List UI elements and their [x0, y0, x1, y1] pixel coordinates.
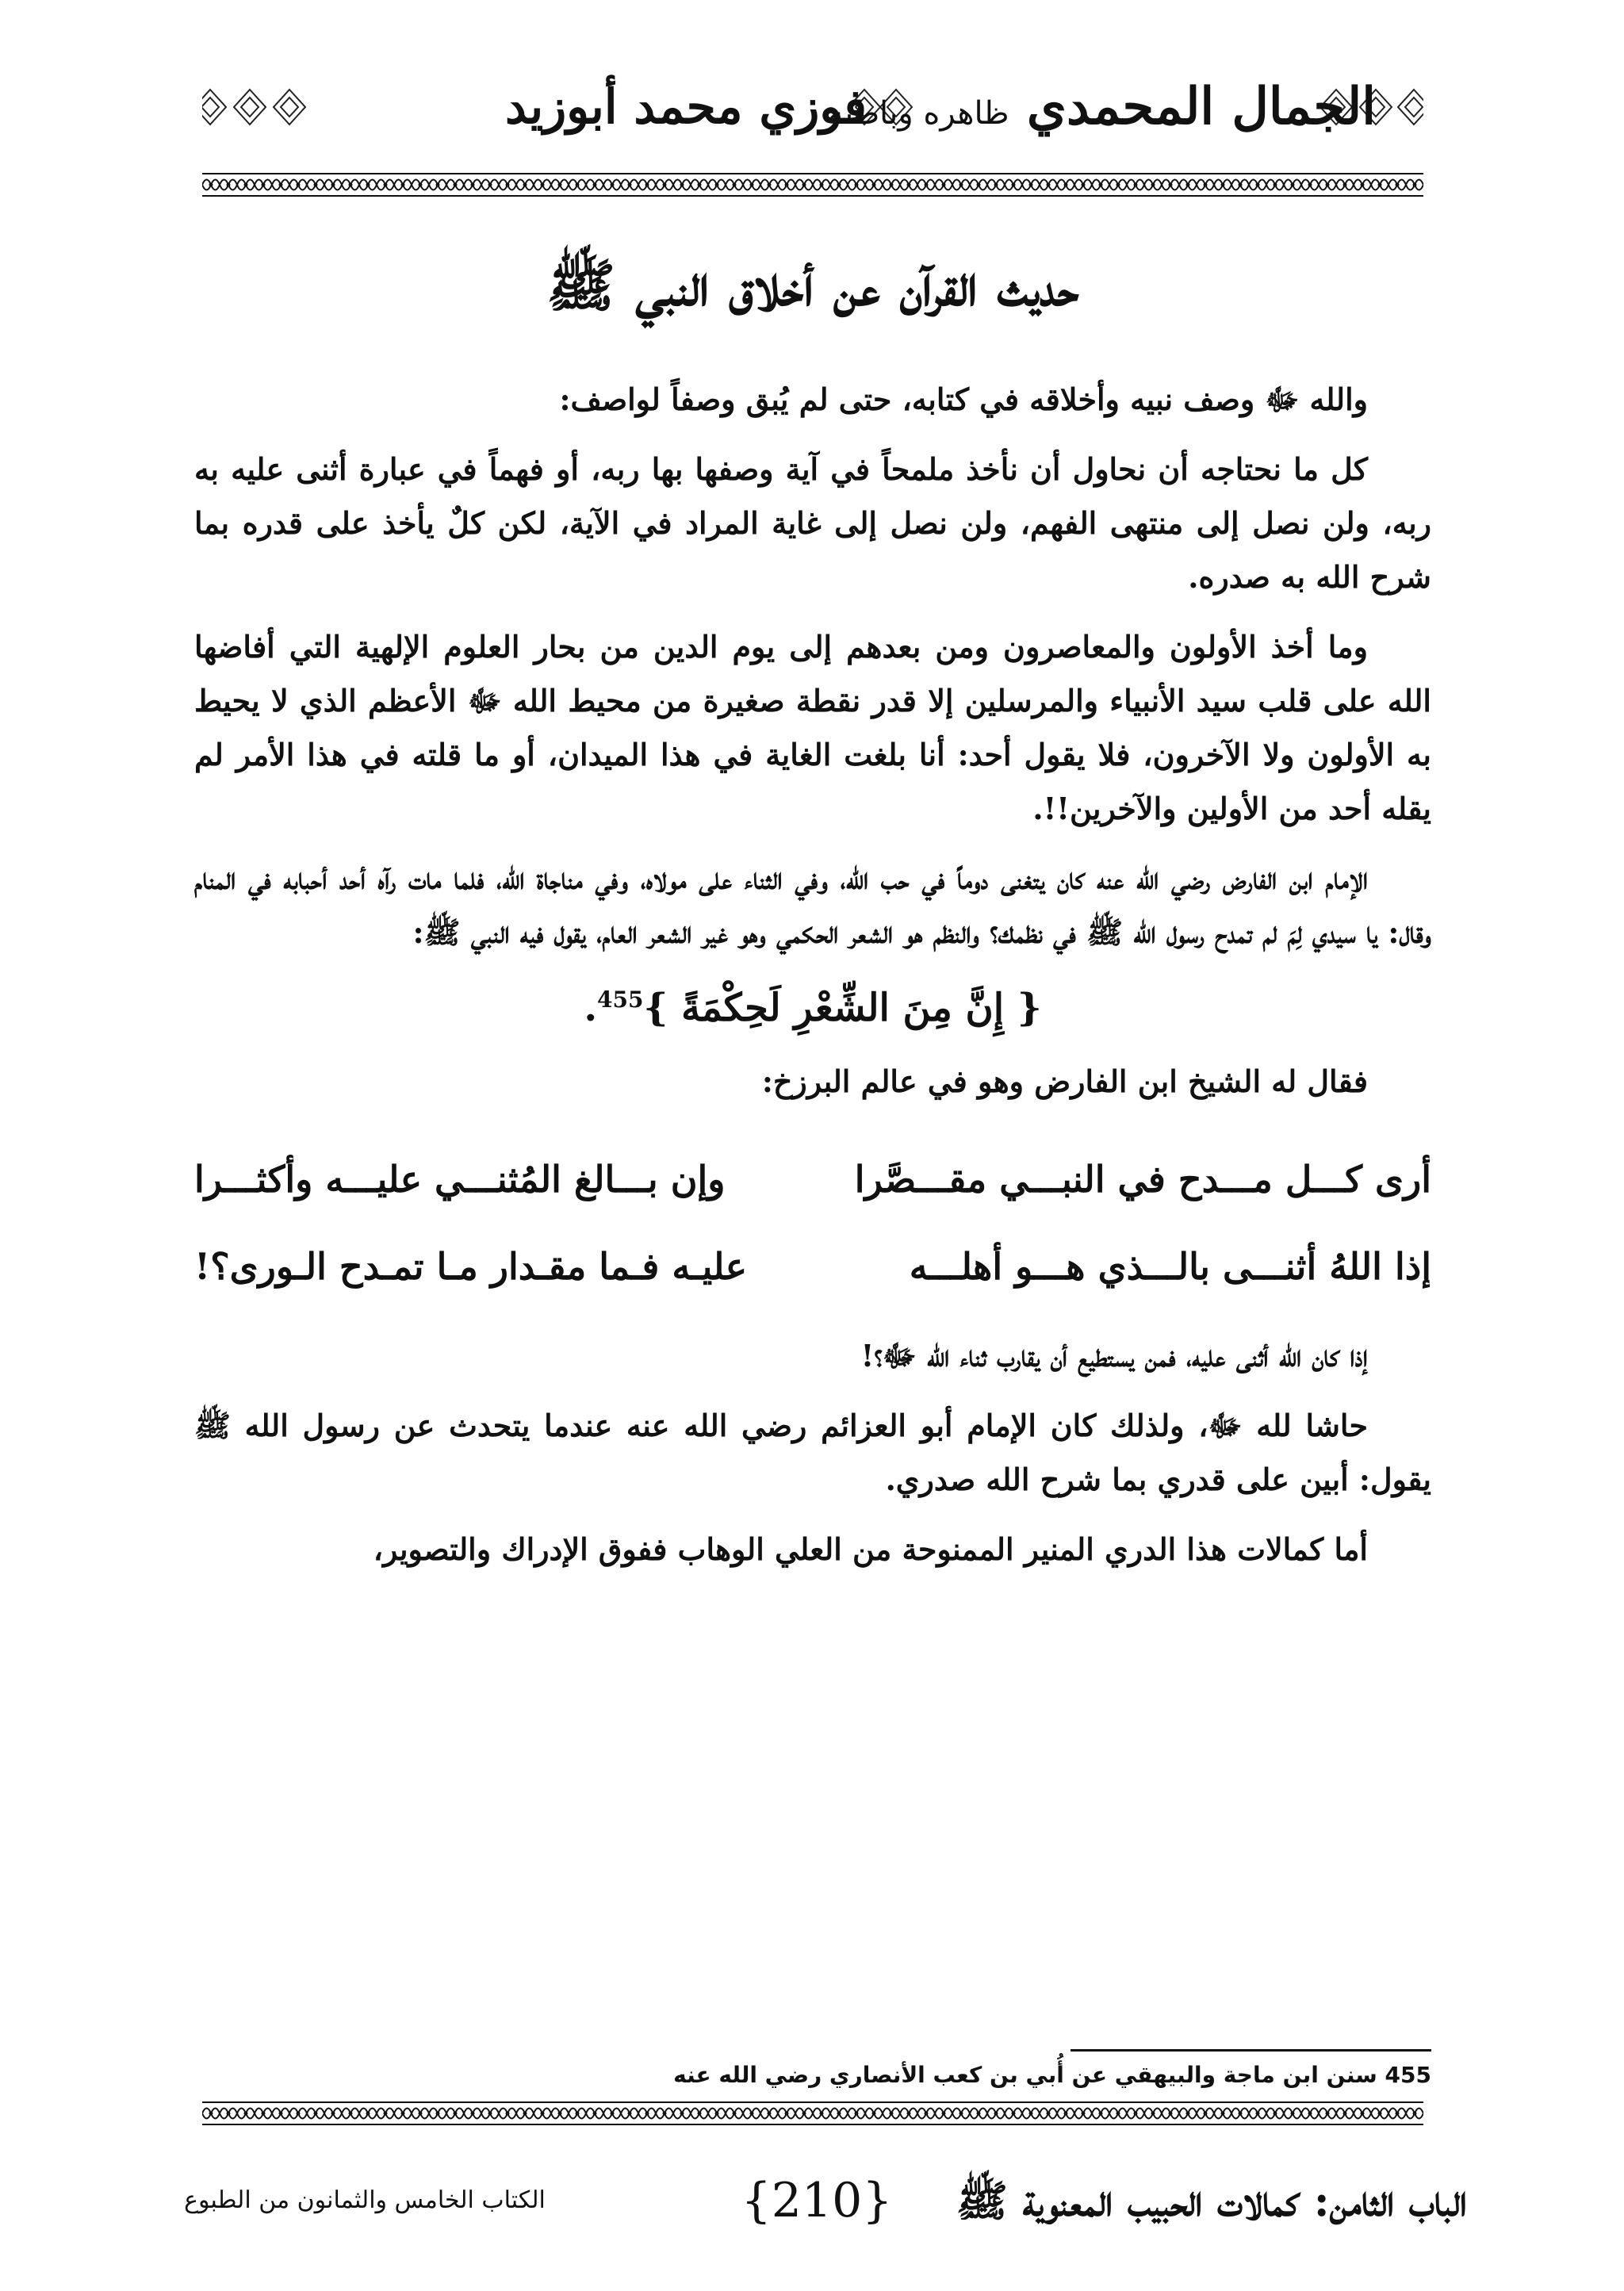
book-subtitle: ظاهره وباطنه: [827, 95, 1009, 132]
poem-verse-first-hemistich: إذا اللهُ أثنـــى بالـــذي هـــو أهلـــه: [909, 1245, 1431, 1288]
footer-border-strip: [202, 2101, 1423, 2125]
footnote: 455 سنن ابن ماجة والبيهقي عن أُبي بن كعب الأنصاري رضي الله عنه: [673, 2062, 1431, 2088]
page-number: {210}: [741, 2173, 893, 2228]
poem-verse-first-hemistich: أرى كـــل مـــدح في النبـــي مقـــصَّرا: [854, 1158, 1431, 1201]
poem-verse: [194, 1136, 1431, 1223]
poem: [194, 1136, 1431, 1310]
paragraph-8: أما كمالات هذا الدري المنير الممنوحة من العلي الوهاب ففوق الإدراك والتصوير،: [373, 1531, 1368, 1567]
hadith-quote: [194, 964, 1431, 1044]
poem-verse-second-hemistich: وإن بـــالغ المُثنـــي عليـــه وأكثـــرا: [194, 1158, 726, 1201]
page-header: [202, 63, 1423, 151]
page-footer: [159, 2157, 1467, 2244]
footnote-separator: [1071, 2049, 1431, 2052]
paragraph-2: كل ما نحتاجه أن نحاول أن نأخذ ملمحاً في آية وصفها بها ربه، أو فهماً في عبارة أثنى عليه به ربه، ولن نصل إلى منتهى الفهم، ولن نصل إلى غاية المراد في الآية، لكن كلٌ يأخذ على قدره بما شرح الله به صدره.: [194, 451, 1431, 595]
footer-book-note: الكتاب الخامس والثمانون من الطبوع: [184, 2186, 546, 2214]
hadith-text: { إِنَّ مِنَ الشِّعْرِ لَحِكْمَةً }: [643, 986, 1042, 1030]
hadith-end: .: [584, 986, 598, 1030]
paragraph-4: الإمام ابن الفارض رضي الله عنه كان يتغنى دوماً في حب الله، وفي الثناء على مولاه، وفي مناجاة الله، فلما مات رآه أحد أحبابه في المنام وقال: يا سيدي لِمَ لم تمدح رسول الله ﷺ في نظمك؟ والنظم هو الشعر الحكمي وهو غير الشعر العام، يقول فيه النبي ﷺ:: [194, 860, 1431, 950]
chapter-title: حديث القرآن عن أخلاق النبي ﷺ: [546, 251, 1079, 319]
header-author: فوزي محمد أبوزيد: [505, 79, 867, 135]
footer-chapter-title: الباب الثامن: كمالات الحبيب المعنوية ﷺ: [956, 2175, 1467, 2226]
header-border-strip: [202, 173, 1423, 197]
paragraph-5: فقال له الشيخ ابن الفارض وهو في عالم البرزخ:: [761, 1063, 1368, 1099]
poem-verse-second-hemistich: عليـه فـما مقـدار مـا تمـدح الـورى؟!: [194, 1245, 748, 1288]
book-title: الجمال المحمدي: [1026, 77, 1376, 136]
footnote-ref[interactable]: 455: [597, 987, 644, 1013]
paragraph-7: حاشا لله ﷻ، ولذلك كان الإمام أبو العزائم رضي الله عنه عندما يتحدث عن رسول الله ﷺ يقول: أبين على قدري بما شرح الله صدري.: [194, 1408, 1431, 1497]
paragraph-1: والله ﷻ وصف نبيه وأخلاقه في كتابه، حتى لم يُبق وصفاً لواصف:: [559, 381, 1368, 417]
poem-verse: [194, 1223, 1431, 1310]
header-book-title: [827, 63, 1376, 151]
paragraph-6: إذا كان الله أثنى عليه، فمن يستطيع أن يقارب ثناء الله ﷻ؟!: [860, 1338, 1368, 1373]
body-text: [194, 373, 1431, 1592]
paragraph-3: وما أخذ الأولون والمعاصرون ومن بعدهم إلى يوم الدين من بحار العلوم الإلهية التي أفاضها الله على قلب سيد الأنبياء والمرسلين إلا قدر نقطة صغيرة من محيط الله ﷻ الأعظم الذي لا يحيط به الأولون ولا الآخرون، فلا يقول أحد: أنا بلغت الغاية في هذا الميدان، أو ما قلته في هذا الأمر لم يقله أحد من الأولين والآخرين!!.: [194, 629, 1431, 826]
